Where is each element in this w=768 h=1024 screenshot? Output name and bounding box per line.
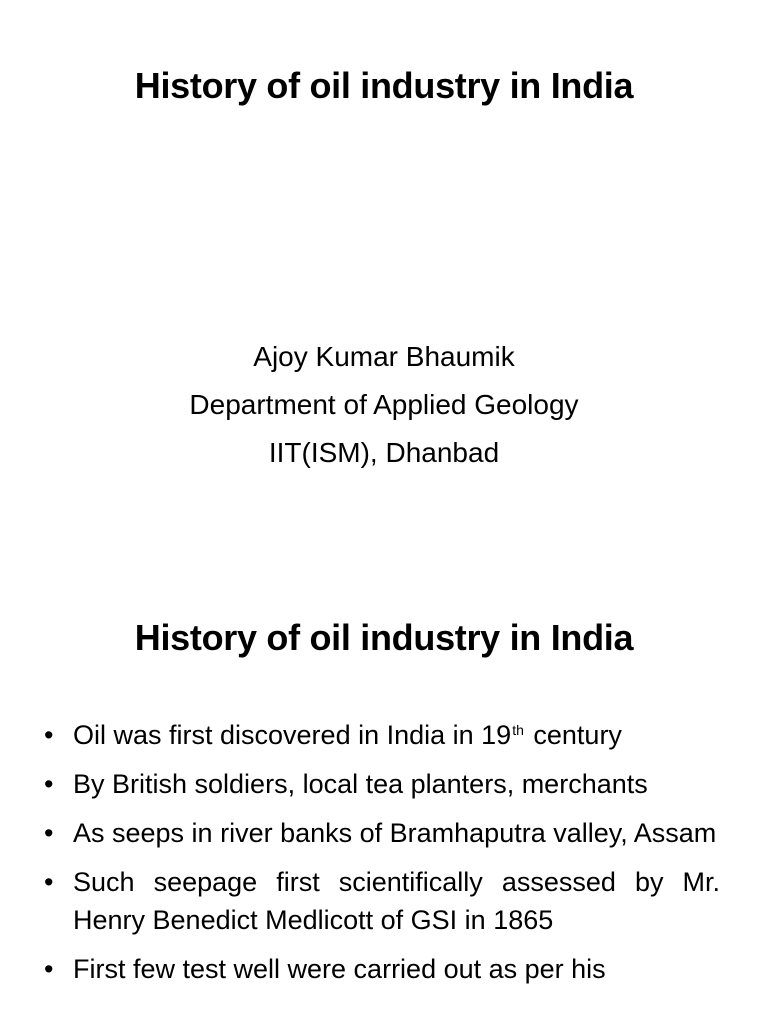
bullet-icon: • (44, 818, 54, 848)
ordinal-superscript: th (512, 722, 524, 738)
bullet-icon: • (44, 720, 54, 750)
author-name: Ajoy Kumar Bhaumik (253, 341, 515, 372)
bullet-text: Oil was first discovered in India in 19 (73, 720, 512, 750)
bullet-item (44, 814, 720, 852)
bullet-text: By British soldiers, local tea planters, merchants (73, 769, 648, 799)
bullet-icon: • (44, 769, 54, 799)
author-institute: IIT(ISM), Dhanbad (268, 437, 500, 468)
slide-heading: History of oil industry in India (134, 617, 634, 658)
content-slide (0, 576, 768, 1024)
bullet-text: As seeps in river banks of Bramhaputra valley, Assam (73, 818, 717, 848)
author-block (0, 333, 768, 477)
bullet-item (44, 863, 720, 939)
author-department: Department of Applied Geology (189, 389, 579, 420)
bullet-icon: • (44, 954, 54, 984)
bullet-item (44, 765, 720, 803)
bullet-text: Such seepage first scientifically assessed by Mr. Henry Benedict Medlicott of GSI in 1865 (73, 867, 720, 935)
bullet-item (44, 950, 720, 988)
bullet-icon: • (44, 867, 54, 897)
bullet-item (44, 716, 720, 754)
presentation-title: History of oil industry in India (134, 65, 634, 106)
bullet-list (44, 716, 720, 999)
bullet-text-continued: century (525, 720, 622, 750)
bullet-text: First few test well were carried out as per his (73, 954, 606, 984)
